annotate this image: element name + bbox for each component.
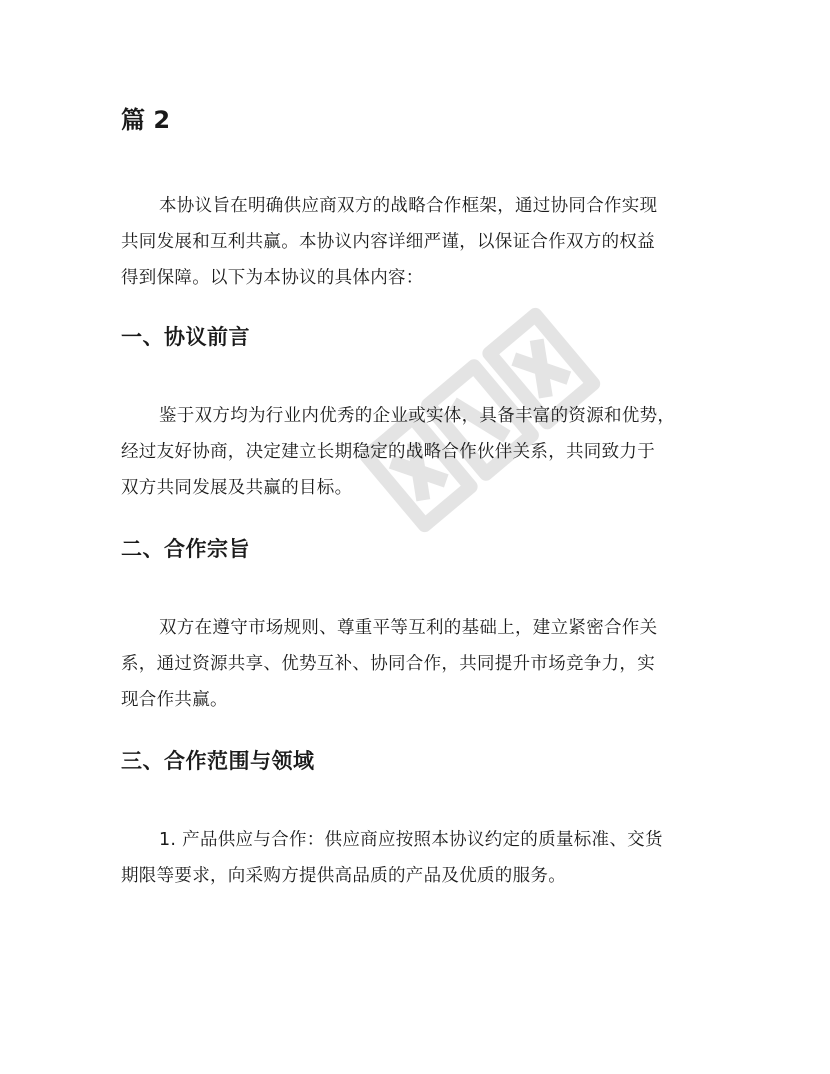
section-heading-scope: 三、合作范围与领域 bbox=[121, 749, 315, 773]
section-line: 经过友好协商，决定建立长期稳定的战略合作伙伴关系，共同致力于 bbox=[121, 442, 655, 462]
section-line: 现合作共赢。 bbox=[121, 690, 228, 710]
intro-line: 本协议旨在明确供应商双方的战略合作框架，通过协同合作实现 bbox=[159, 196, 658, 216]
section-heading-preface: 一、协议前言 bbox=[121, 325, 250, 349]
page-title: 篇 2 bbox=[121, 106, 171, 134]
section-line: 系，通过资源共享、优势互补、协同合作，共同提升市场竞争力，实 bbox=[121, 654, 655, 674]
intro-line: 得到保障。以下为本协议的具体内容： bbox=[121, 268, 424, 288]
section-line: 鉴于双方均为行业内优秀的企业或实体，具备丰富的资源和优势， bbox=[159, 406, 676, 426]
intro-line: 共同发展和互利共赢。本协议内容详细严谨，以保证合作双方的权益 bbox=[121, 232, 655, 252]
section-paragraph-purpose bbox=[121, 610, 721, 718]
section-line: 双方在遵守市场规则、尊重平等互利的基础上，建立紧密合作关 bbox=[159, 618, 658, 638]
section-line: 期限等要求，向采购方提供高品质的产品及优质的服务。 bbox=[121, 866, 566, 886]
section-paragraph-scope bbox=[121, 822, 721, 894]
intro-paragraph bbox=[121, 188, 721, 296]
section-line: 1. 产品供应与合作：供应商应按照本协议约定的质量标准、交货 bbox=[159, 830, 663, 850]
section-line: 双方共同发展及共赢的目标。 bbox=[121, 478, 353, 498]
section-heading-purpose: 二、合作宗旨 bbox=[121, 537, 250, 561]
section-paragraph-preface bbox=[121, 398, 721, 506]
